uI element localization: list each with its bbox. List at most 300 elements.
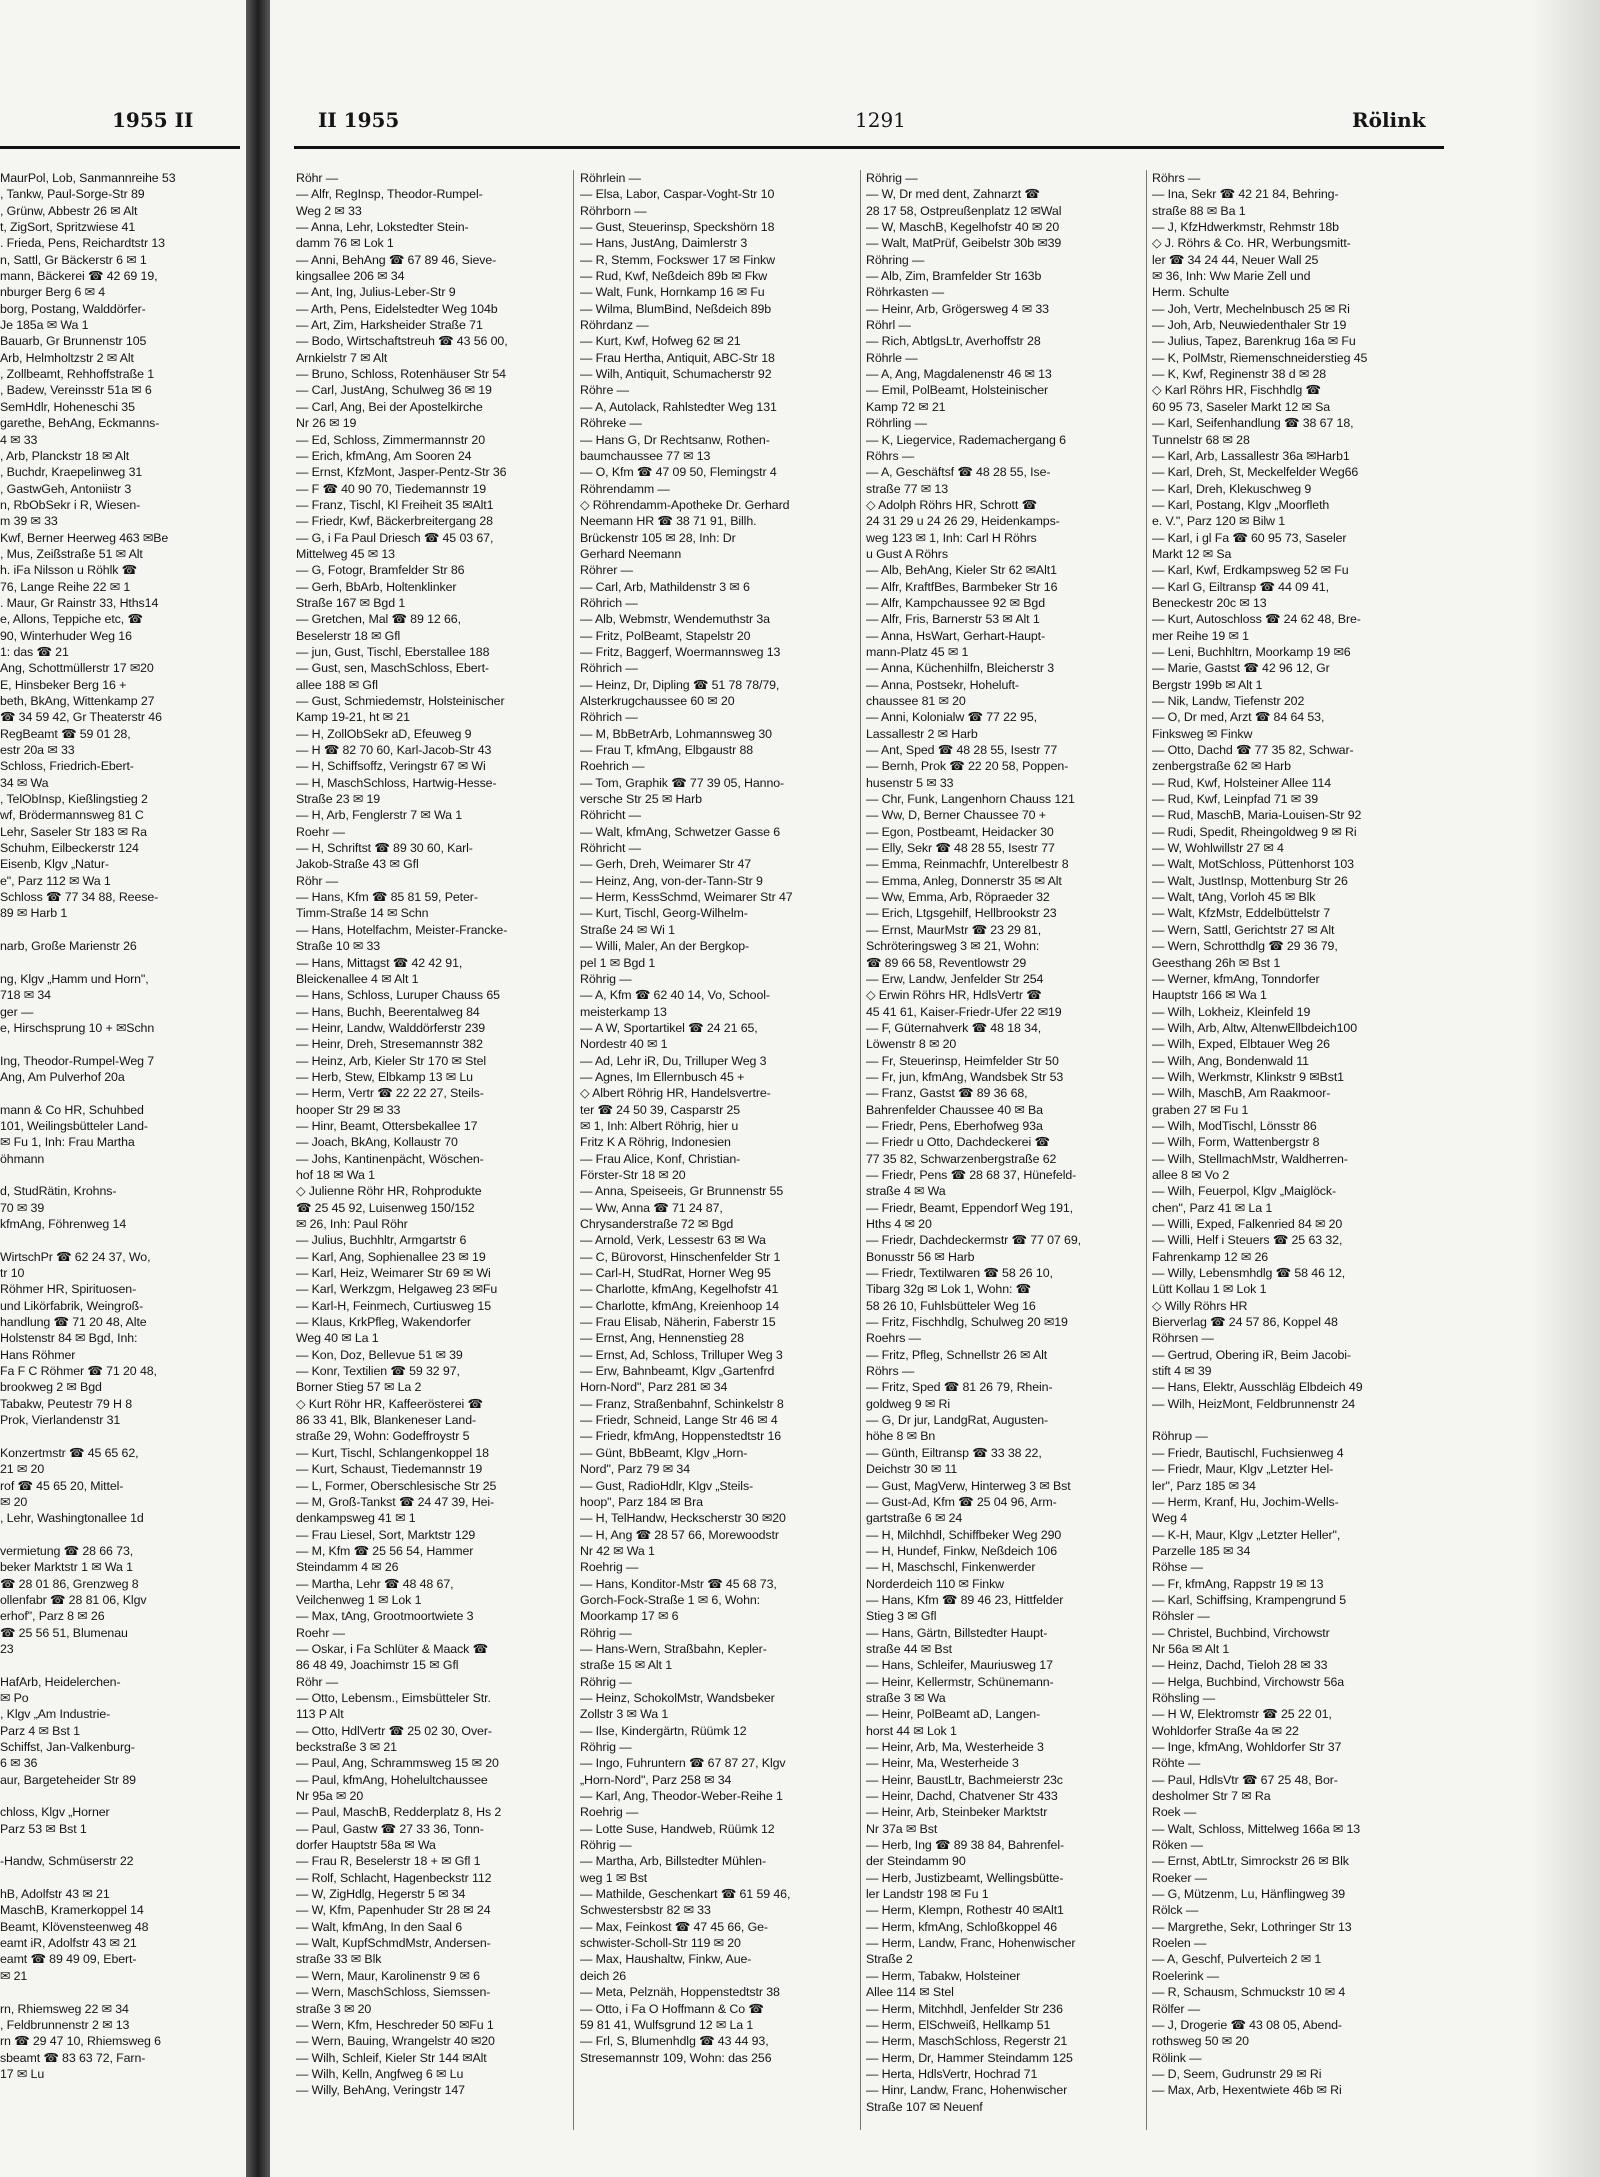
directory-entry-line: chaussee 81 ✉ 20 (866, 694, 966, 708)
directory-entry-line: Röhr — (296, 171, 339, 185)
directory-entry-line: — Alb, BehAng, Kieler Str 62 ✉Alt1 (866, 563, 1057, 578)
directory-entry-line: Gorch-Fock-Straße 1 ✉ 6, Wohn: (580, 1592, 760, 1607)
directory-entry-line: e, Hirschsprung 10 + ✉Schn (0, 1020, 155, 1035)
directory-entry-line: Stresemannstr 109, Wohn: das 256 (580, 2050, 772, 2065)
directory-entry-line: — D, Seem, Gudrunstr 29 ✉ Ri (1152, 2066, 1322, 2081)
directory-entry-line: 4 ✉ 33 (0, 432, 38, 447)
directory-entry-line: — Friedr, Beamt, Eppendorf Weg 191, (866, 1200, 1074, 1215)
directory-entry-line: „Horn-Nord", Parz 258 ✉ 34 (580, 1772, 732, 1787)
directory-entry-line: — Friedr, Bautischl, Fuchsienweg 4 (1152, 1445, 1344, 1460)
directory-entry-line: — Wilh, Arb, Altw, AltenwEllbdeich100 (1152, 1020, 1357, 1035)
directory-entry-line: Röhrig — (580, 971, 632, 986)
directory-entry-line: — Fritz, Baggerf, Woermannsweg 13 (580, 644, 781, 659)
directory-entry-line: — Ant, Ing, Julius-Leber-Str 9 (296, 285, 456, 300)
directory-entry-line: garethe, BehAng, Eckmanns- (0, 416, 160, 431)
directory-entry-line: Rölfer — (1152, 2001, 1201, 2016)
directory-entry-line: — Alfr, KraftfBes, Barmbeker Str 16 (866, 579, 1058, 594)
directory-entry-line: beth, BkAng, Wittenkamp 27 (0, 694, 155, 708)
directory-entry-line: Nr 42 ✉ Wa 1 (580, 1543, 655, 1558)
directory-entry-line: Röhrling — (866, 416, 927, 431)
directory-entry-line: 34 ✉ Wa (0, 775, 49, 790)
directory-entry-line: — A, Autolack, Rahlstedter Weg 131 (580, 399, 777, 414)
directory-entry-line: — Charlotte, kfmAng, Kegelhofstr 41 (580, 1282, 779, 1297)
directory-entry-line: — H, Ang ☎ 28 57 66, Morewoodstr (580, 1527, 779, 1542)
directory-entry-line: Bleickenallee 4 ✉ Alt 1 (296, 971, 419, 986)
directory-entry-line: — Hans, Mittagst ☎ 42 42 91, (296, 955, 463, 970)
directory-entry-line: — Heinr, Dachd, Chatvener Str 433 (866, 1789, 1058, 1804)
directory-entry-line: — Herta, HdlsVertr, Hochrad 71 (866, 2066, 1038, 2081)
directory-entry-line: Bahrenfelder Chaussee 40 ✉ Ba (866, 1102, 1043, 1117)
directory-entry-line: MaurPol, Lob, Sanmannreihe 53 (0, 171, 176, 185)
directory-entry-line: — Konr, Textilien ☎ 59 32 97, (296, 1364, 460, 1379)
directory-entry-line: — Frau Hertha, Antiquit, ABC-Str 18 (580, 350, 775, 365)
directory-entry-line: — Max, tAng, Grootmoortwiete 3 (296, 1609, 474, 1624)
directory-entry-line: Nord", Parz 79 ✉ 34 (580, 1462, 690, 1477)
directory-entry-line: — Frl, S, Blumenhdlg ☎ 43 44 93, (580, 2034, 769, 2049)
directory-entry-line: ◇ Kurt Röhr HR, Kaffeerösterei ☎ (296, 1396, 483, 1411)
directory-entry-line: Roelerink — (1152, 1968, 1220, 1983)
directory-entry-line: Horn-Nord", Parz 281 ✉ 34 (580, 1380, 728, 1395)
directory-entry-line: , Lehr, Washingtonallee 1d (0, 1511, 144, 1526)
directory-entry-line: husenstr 5 ✉ 33 (866, 775, 954, 790)
directory-entry-line: — Fr, jun, kfmAng, Wandsbek Str 53 (866, 1069, 1064, 1084)
directory-entry-line: Arb, Helmholtzstr 2 ✉ Alt (0, 350, 134, 365)
directory-entry-line: — Herm, MaschSchloss, Regerstr 21 (866, 2034, 1068, 2049)
directory-entry-line: straße 15 ✉ Alt 1 (580, 1658, 673, 1673)
directory-entry-line: — G, Dr jur, LandgRat, Augusten- (866, 1413, 1049, 1428)
directory-entry-line: Hauptstr 166 ✉ Wa 1 (1152, 988, 1267, 1003)
directory-entry-line: — Anna, Postsekr, Hoheluft- (866, 677, 1019, 692)
directory-entry-line: — Gretchen, Mal ☎ 89 12 66, (296, 612, 461, 627)
directory-entry-line: kingsallee 206 ✉ 34 (296, 269, 405, 284)
directory-entry-line: ✉ 1, Inh: Albert Röhrig, hier u (580, 1118, 739, 1133)
directory-entry-line: , Feldbrunnenstr 2 ✉ 13 (0, 2017, 130, 2032)
directory-entry-line: Schröteringsweg 3 ✉ 21, Wohn: (866, 939, 1040, 954)
directory-entry-line: ☎ 25 56 51, Blumenau (0, 1625, 128, 1640)
directory-entry-line: 70 ✉ 39 (0, 1200, 45, 1215)
directory-entry-line: rn, Rhiemsweg 22 ✉ 34 (0, 2001, 129, 2016)
directory-entry-line: — Wilma, BlumBind, Neßdeich 89b (580, 301, 772, 316)
directory-entry-line: — K, Liegervice, Rademachergang 6 (866, 432, 1066, 447)
directory-entry-line: — Heinz, SchokolMstr, Wandsbeker (580, 1690, 775, 1705)
column-divider (860, 170, 861, 2130)
directory-entry-line: — M, Kfm ☎ 25 56 54, Hammer (296, 1543, 474, 1558)
directory-entry-line: — W, MaschB, Kegelhofstr 40 ✉ 20 (866, 220, 1060, 235)
directory-entry-line: — Herb, Ing ☎ 89 38 84, Bahrenfel- (866, 1838, 1065, 1853)
directory-entry-line: — K, PolMstr, Riemenschneiderstieg 45 (1152, 350, 1368, 365)
directory-entry-line: — Walt, MatPrüf, Geibelstr 30b ✉39 (866, 236, 1062, 251)
directory-entry-line: 718 ✉ 34 (0, 988, 51, 1003)
directory-entry-line: Roeker — (1152, 1870, 1207, 1885)
directory-entry-line: — Hans, Elektr, Ausschläg Elbdeich 49 (1152, 1380, 1363, 1395)
directory-entry-line: — Oskar, i Fa Schlüter & Maack ☎ (296, 1641, 488, 1656)
directory-entry-line: Weg 2 ✉ 33 (296, 203, 362, 218)
directory-entry-line: — Bernh, Prok ☎ 22 20 58, Poppen- (866, 759, 1069, 774)
directory-entry-line (0, 922, 240, 938)
directory-entry-line: 21 ✉ 20 (0, 1462, 45, 1477)
directory-entry-line: 17 ✉ Lu (0, 2066, 45, 2081)
directory-entry-line: — Max, Arb, Hexentwiete 46b ✉ Ri (1152, 2083, 1342, 2098)
directory-entry-line: allee 8 ✉ Vo 2 (1152, 1167, 1230, 1182)
directory-entry-line: — Heinr, Arb, Steinbeker Marktstr (866, 1805, 1048, 1820)
directory-entry-line: — Bruno, Schloss, Rotenhäuser Str 54 (296, 367, 506, 382)
directory-entry-line: hooper Str 29 ✉ 33 (296, 1102, 401, 1117)
directory-entry-line: straße 88 ✉ Ba 1 (1152, 203, 1246, 218)
directory-entry-line: — Rud, Kwf, Neßdeich 89b ✉ Fkw (580, 269, 768, 284)
directory-entry-line: stift 4 ✉ 39 (1152, 1364, 1212, 1379)
directory-entry-line: — Paul, Gastw ☎ 27 33 36, Tonn- (296, 1821, 484, 1836)
directory-entry-line: — Alfr, Kampchaussee 92 ✉ Bgd (866, 595, 1045, 610)
directory-entry-line: — Herm, Vertr ☎ 22 22 27, Steils- (296, 1086, 484, 1101)
directory-entry-line: — A, Ang, Magdalenenstr 46 ✉ 13 (866, 367, 1052, 382)
directory-entry-line: — Hans, Konditor-Mstr ☎ 45 68 73, (580, 1576, 777, 1591)
directory-entry-line: , Buchdr, Kraepelinweg 31 (0, 465, 143, 480)
directory-entry-line: beker Marktstr 1 ✉ Wa 1 (0, 1560, 133, 1575)
directory-entry-line: — Karl, Dreh, Klekuschweg 9 (1152, 481, 1312, 496)
directory-entry-line: — Rudi, Spedit, Rheingoldweg 9 ✉ Ri (1152, 824, 1357, 839)
directory-entry-line: — Alb, Webmstr, Wendemuthstr 3a (580, 612, 770, 627)
directory-entry-line: Beamt, Klövensteenweg 48 (0, 1919, 149, 1934)
header-rule (0, 146, 240, 149)
directory-entry-line: RegBeamt ☎ 59 01 28, (0, 726, 131, 741)
directory-entry-line: eamt iR, Adolfstr 43 ✉ 21 (0, 1936, 137, 1951)
directory-entry-line: — W, Kfm, Papenhuder Str 28 ✉ 24 (296, 1903, 491, 1918)
directory-entry-line: — Fritz, Fischhdlg, Schulweg 20 ✉19 (866, 1315, 1068, 1330)
directory-entry-line: m 39 ✉ 33 (0, 514, 58, 529)
directory-entry-line: Röhte — (1152, 1756, 1201, 1771)
directory-entry-line: — C, Bürovorst, Hinschenfelder Str 1 (580, 1249, 781, 1264)
directory-entry-line: Röhrs — (866, 1364, 915, 1379)
directory-entry-line: ✉ 20 (0, 1494, 28, 1509)
directory-entry-line: straße 77 ✉ 13 (866, 481, 948, 496)
directory-entry-line: — Wern, Schrotthdlg ☎ 29 36 79, (1152, 939, 1338, 954)
directory-entry-line: Ing, Theodor-Rumpel-Weg 7 (0, 1053, 155, 1068)
directory-entry-line: — Fritz, PolBeamt, Stapelstr 20 (580, 628, 751, 643)
directory-entry-line: Straße 23 ✉ 19 (296, 792, 381, 807)
directory-entry-line: — Karl, Schiffsing, Krampengrund 5 (1152, 1592, 1347, 1607)
directory-entry-line: ger — (0, 1004, 34, 1019)
directory-entry-line: 23 (0, 1641, 14, 1656)
directory-entry-line (0, 1036, 240, 1052)
directory-entry-line: — Herm, Kranf, Hu, Jochim-Wells- (1152, 1494, 1339, 1509)
directory-entry-line: — Heinr, Arb, Ma, Westerheide 3 (866, 1740, 1044, 1754)
directory-entry-line: — Friedr, Dachdeckermstr ☎ 77 07 69, (866, 1233, 1081, 1248)
directory-entry-line: — Wilh, Feuerpol, Klgv „Maiglöck- (1152, 1184, 1336, 1199)
directory-entry-line: — G, i Fa Paul Driesch ☎ 45 03 67, (296, 530, 494, 545)
directory-entry-line: — Heinr, Ma, Westerheide 3 (866, 1756, 1019, 1771)
directory-entry-line: — Leni, Buchhltrn, Moorkamp 19 ✉6 (1152, 644, 1351, 659)
directory-entry-line (1152, 1412, 1442, 1428)
directory-entry-line: — Otto, i Fa O Hoffmann & Co ☎ (580, 2001, 764, 2016)
directory-entry-line: — Wilh, Form, Wattenbergstr 8 (1152, 1135, 1320, 1150)
directory-entry-line: 24 31 29 u 24 26 29, Heidenkamps- (866, 514, 1060, 529)
directory-entry-line: Röhrig — (866, 171, 918, 185)
directory-entry-line: — Karl, i gl Fa ☎ 60 95 73, Saseler (1152, 530, 1347, 545)
directory-entry-line: ◇ Albert Röhrig HR, Handelsvertre- (580, 1086, 771, 1101)
directory-entry-line: horst 44 ✉ Lok 1 (866, 1723, 957, 1738)
directory-entry-line: — Ed, Schloss, Zimmermannstr 20 (296, 432, 486, 447)
directory-entry-line: Holstenstr 84 ✉ Bgd, Inh: (0, 1331, 138, 1346)
directory-entry-line: — Hinr, Beamt, Ottersbekallee 17 (296, 1118, 478, 1133)
directory-entry-line: — Anni, Kolonialw ☎ 77 22 95, (866, 710, 1037, 725)
directory-entry-line: — Herm, Mitchhdl, Jenfelder Str 236 (866, 2001, 1063, 2016)
directory-entry-line: — Paul, Ang, Schrammsweg 15 ✉ 20 (296, 1756, 499, 1771)
directory-entry-line: — Gust-Ad, Kfm ☎ 25 04 96, Arm- (866, 1494, 1057, 1509)
directory-entry-line: — Margrethe, Sekr, Lothringer Str 13 (1152, 1919, 1352, 1934)
directory-entry-line: Ang, Am Pulverhof 20a (0, 1069, 125, 1084)
directory-entry-line: weg 1 ✉ Bst (580, 1870, 648, 1885)
directory-entry-line: 101, Weilingsbütteler Land- (0, 1118, 148, 1133)
directory-entry-line: Fa F C Röhmer ☎ 71 20 48, (0, 1364, 157, 1379)
directory-entry-line: Wohldorfer Straße 4a ✉ 22 (1152, 1723, 1299, 1738)
directory-entry-line: Roehr — (296, 1625, 345, 1640)
directory-entry-line: höhe 8 ✉ Bn (866, 1429, 936, 1444)
directory-entry-line: Röken — (1152, 1838, 1203, 1853)
directory-entry-line: Roehrig — (580, 1560, 639, 1575)
directory-entry-line: — R, Schausm, Schmuckstr 10 ✉ 4 (1152, 1985, 1346, 2000)
directory-entry-line: — Heinr, PolBeamt aD, Langen- (866, 1707, 1041, 1722)
left-page-header: 1955 II (112, 108, 194, 132)
directory-entry-line: Fahrenkamp 12 ✉ 26 (1152, 1249, 1269, 1264)
directory-entry-line: — Walt, tAng, Vorloh 45 ✉ Blk (1152, 890, 1316, 905)
directory-entry-line: u Gust A Röhrs (866, 546, 948, 561)
directory-entry-line: — Kurt, Tischl, Schlangenkoppel 18 (296, 1445, 489, 1460)
directory-entry-line: — Carl, JustAng, Schulweg 36 ✉ 19 (296, 383, 492, 398)
directory-entry-line: — Heinr, Arb, Grögersweg 4 ✉ 33 (866, 301, 1049, 316)
directory-entry-line: straße 4 ✉ Wa (866, 1184, 946, 1199)
directory-entry-line: — Alfr, Fris, Barnerstr 53 ✉ Alt 1 (866, 612, 1040, 627)
directory-entry-line: — Walt, kfmAng, Schwetzer Gasse 6 (580, 824, 781, 839)
directory-entry-line: — Wilh, Lokheiz, Kleinfeld 19 (1152, 1004, 1311, 1019)
directory-entry-line: vermietung ☎ 28 66 73, (0, 1543, 134, 1558)
directory-entry-line: — Hans, Kfm ☎ 89 46 23, Hittfelder (866, 1592, 1064, 1607)
directory-entry-line: — Hans, Buchh, Beerentalweg 84 (296, 1004, 480, 1019)
directory-entry-line: — Karl, Kwf, Erdkampsweg 52 ✉ Fu (1152, 563, 1349, 578)
directory-entry-line: Röhrich — (580, 595, 638, 610)
directory-entry-line: — Karl-H, Feinmech, Curtiusweg 15 (296, 1298, 492, 1313)
directory-entry-line: E, Hinsbeker Berg 16 + (0, 677, 127, 692)
directory-entry-line: — Fritz, Sped ☎ 81 26 79, Rhein- (866, 1380, 1053, 1395)
directory-entry-line: — Hans-Wern, Straßbahn, Kepler- (580, 1641, 767, 1656)
directory-entry-line: — Alb, Zim, Bramfelder Str 163b (866, 269, 1042, 284)
directory-entry-line: — Ernst, Ad, Schloss, Trilluper Weg 3 (580, 1347, 783, 1362)
directory-entry-line: deich 26 (580, 1968, 627, 1983)
directory-entry-line: Konzertmstr ☎ 45 65 62, (0, 1445, 139, 1460)
directory-entry-line: — Rich, AbtlgsLtr, Averhoffstr 28 (866, 334, 1041, 349)
directory-entry-line: Röhreke — (580, 416, 642, 431)
directory-entry-line: e, Allons, Teppiche etc, ☎ (0, 612, 143, 627)
directory-entry-line: ☎ 34 59 42, Gr Theaterstr 46 (0, 710, 162, 725)
directory-entry-line: Roehrs — (866, 1331, 921, 1346)
directory-entry-line: — W, Wohlwillstr 27 ✉ 4 (1152, 841, 1284, 856)
directory-entry-line: — jun, Gust, Tischl, Eberstallee 188 (296, 644, 490, 659)
directory-entry-line: ler", Parz 185 ✉ 34 (1152, 1478, 1256, 1493)
directory-entry-line: Röhrig — (580, 1838, 632, 1853)
directory-entry-line: — Walt, KfzMstr, Eddelbüttelstr 7 (1152, 906, 1331, 921)
directory-entry-line: — Günth, Eiltransp ☎ 33 38 22, (866, 1445, 1042, 1460)
directory-entry-line: Mittelweg 45 ✉ 13 (296, 546, 395, 561)
directory-entry-line: straße 29, Wohn: Godeffroystr 5 (296, 1429, 470, 1444)
directory-entry-line: Röhrdanz — (580, 318, 649, 333)
directory-entry-line: — Gust, MagVerw, Hinterweg 3 ✉ Bst (866, 1478, 1071, 1493)
directory-entry-line: — Herm, Klempn, Rothestr 40 ✉Alt1 (866, 1903, 1064, 1918)
directory-entry-line: Röhse — (1152, 1560, 1203, 1575)
directory-entry-line: Röhrsen — (1152, 1331, 1214, 1346)
directory-entry-line: Röhrendamm — (580, 481, 670, 496)
directory-entry-line: — Gerh, BbArb, Holtenklinker (296, 579, 457, 594)
directory-entry-line: Parz 53 ✉ Bst 1 (0, 1821, 87, 1836)
directory-entry-line: — Anna, Lehr, Lokstedter Stein- (296, 220, 469, 235)
directory-entry-line: Röhmer HR, Spirituosen- (0, 1282, 137, 1297)
directory-entry-line: Rölink — (1152, 2050, 1202, 2065)
directory-entry-line: — Erich, Ltgsgehilf, Hellbrookstr 23 (866, 906, 1057, 921)
directory-entry-line: Röhrich — (580, 661, 638, 676)
directory-entry-line: — Paul, MaschB, Redderplatz 8, Hs 2 (296, 1805, 502, 1820)
directory-entry-line: — O, Kfm ☎ 47 09 50, Flemingstr 4 (580, 465, 777, 480)
directory-entry-line: — Wilh, Ang, Bondenwald 11 (1152, 1053, 1309, 1068)
column-divider (573, 170, 574, 2130)
directory-entry-line: — Wilh, Schleif, Kieler Str 144 ✉Alt (296, 2050, 487, 2065)
directory-entry-line (0, 1837, 240, 1853)
directory-entry-line: . Maur, Gr Rainstr 33, Hths14 (0, 595, 159, 610)
directory-entry-line: , Badew, Vereinsstr 51a ✉ 6 (0, 383, 152, 398)
directory-entry-line: ◇ Julienne Röhr HR, Rohprodukte (296, 1184, 482, 1199)
directory-entry-line: Markt 12 ✉ Sa (1152, 546, 1232, 561)
directory-entry-line: — Anna, Speiseeis, Gr Brunnenstr 55 (580, 1184, 784, 1199)
directory-entry-line: — Heinz, Arb, Kieler Str 170 ✉ Stel (296, 1053, 487, 1068)
directory-entry-line: — Ina, Sekr ☎ 42 21 84, Behring- (1152, 187, 1339, 202)
directory-entry-line: — Klaus, KrkPfleg, Wakendorfer (296, 1315, 471, 1330)
directory-entry-line: Bergstr 199b ✉ Alt 1 (1152, 677, 1263, 692)
directory-entry-line: 1: das ☎ 21 (0, 644, 69, 659)
directory-entry-line: — Heinz, Dachd, Tieloh 28 ✉ 33 (1152, 1658, 1328, 1673)
column-divider (1146, 170, 1147, 2130)
directory-entry-line: estr 20a ✉ 33 (0, 743, 75, 758)
directory-entry-line: — K, Kwf, Reginenstr 38 d ✉ 28 (1152, 367, 1327, 382)
directory-entry-line: Straße 24 ✉ Wi 1 (580, 922, 675, 937)
directory-entry-line: rn ☎ 29 47 10, Rhiemsweg 6 (0, 2034, 161, 2049)
directory-entry-line: Nr 37a ✉ Bst (866, 1821, 938, 1836)
directory-entry-line: Hans Röhmer (0, 1347, 76, 1362)
directory-entry-line: — Herb, Justizbeamt, Wellingsbütte- (866, 1870, 1064, 1885)
directory-entry-line: 60 95 73, Saseler Markt 12 ✉ Sa (1152, 399, 1331, 414)
directory-entry-line: Schiffst, Jan-Valkenburg- (0, 1740, 135, 1754)
directory-entry-line: Röhre — (580, 383, 629, 398)
directory-entry-line: ler ☎ 34 24 44, Neuer Wall 25 (1152, 252, 1319, 267)
directory-entry-line: — H, Maschschl, Finkenwerder (866, 1560, 1036, 1575)
directory-entry-line: — Wern, Kfm, Heschreder 50 ✉Fu 1 (296, 2017, 494, 2032)
directory-entry-line: Röhrlein — (580, 171, 641, 185)
directory-entry-line: , Grünw, Abbestr 26 ✉ Alt (0, 203, 138, 218)
directory-entry-line: 28 17 58, Ostpreußenplatz 12 ✉Wal (866, 203, 1062, 218)
directory-entry-line: hof 18 ✉ Wa 1 (296, 1167, 375, 1182)
directory-entry-line: 76, Lange Reihe 22 ✉ 1 (0, 579, 131, 594)
directory-entry-line: — Otto, Dachd ☎ 77 35 82, Schwar- (1152, 743, 1354, 758)
directory-entry-line: rothsweg 50 ✉ 20 (1152, 2034, 1249, 2049)
directory-entry-line: . Frieda, Pens, Reichardtstr 13 (0, 236, 165, 251)
directory-entry-line: 45 41 61, Kaiser-Friedr-Ufer 22 ✉19 (866, 1004, 1062, 1019)
directory-entry-line: Röhrig — (580, 1740, 632, 1754)
directory-column-2 (580, 170, 856, 2130)
directory-entry-line: — Nik, Landw, Tiefenstr 202 (1152, 694, 1305, 708)
directory-entry-line: — Erich, kfmAng, Am Sooren 24 (296, 448, 472, 463)
directory-entry-line: — Heinr, Landw, Walddörferstr 239 (296, 1020, 486, 1035)
directory-entry-line: — Frau Liesel, Sort, Marktstr 129 (296, 1527, 476, 1542)
directory-entry-line: Fritz K A Röhrig, Indonesien (580, 1135, 731, 1150)
directory-entry-line: — Walt, Schloss, Mittelweg 166a ✉ 13 (1152, 1821, 1361, 1836)
directory-entry-line: weg 123 ✉ 1, Inh: Carl H Röhrs (866, 530, 1037, 545)
directory-entry-line: — M, BbBetrArb, Lohmannsweg 30 (580, 726, 772, 741)
directory-entry-line: — Karl, Dreh, St, Meckelfelder Weg66 (1152, 465, 1359, 480)
directory-entry-line: — J, Drogerie ☎ 43 08 05, Abend- (1152, 2017, 1342, 2032)
directory-entry-line: , Mus, Zeißstraße 51 ✉ Alt (0, 546, 143, 561)
directory-entry-line: Timm-Straße 14 ✉ Schn (296, 906, 429, 921)
directory-entry-line: Kamp 72 ✉ 21 (866, 399, 946, 414)
directory-entry-line: — G, Mützenm, Lu, Hänflingweg 39 (1152, 1887, 1346, 1902)
directory-entry-line: borg, Postang, Walddörfer- (0, 301, 146, 316)
directory-entry-line: brookweg 2 ✉ Bgd (0, 1380, 102, 1395)
directory-entry-line (0, 1167, 240, 1183)
directory-entry-line: — Anna, Küchenhilfn, Bleicherstr 3 (866, 661, 1055, 676)
directory-entry-line: Förster-Str 18 ✉ 20 (580, 1167, 686, 1182)
directory-entry-line: — L, Former, Oberschlesische Str 25 (296, 1478, 497, 1493)
directory-entry-line: — Willi, Maler, An der Bergkop- (580, 939, 750, 954)
directory-entry-line: — H, Schiffsoffz, Veringstr 67 ✉ Wi (296, 759, 486, 774)
directory-entry-line: Röhrs — (1152, 171, 1201, 185)
directory-entry-line: — Walt, MotSchloss, Püttenhorst 103 (1152, 857, 1354, 872)
directory-entry-line: — Paul, kfmAng, Hohelultchaussee (296, 1772, 488, 1787)
header-rule (294, 146, 1444, 149)
directory-entry-line: — Frau Alice, Konf, Christian- (580, 1151, 741, 1166)
directory-entry-line: — Willi, Exped, Falkenried 84 ✉ 20 (1152, 1217, 1343, 1231)
directory-entry-line (0, 1232, 240, 1248)
directory-entry-line: 86 48 49, Joachimstr 15 ✉ Gfl (296, 1658, 459, 1673)
directory-entry-line: Nordestr 40 ✉ 1 (580, 1037, 668, 1052)
directory-entry-line: Röhr — (296, 873, 339, 888)
directory-entry-line: — Bodo, Wirtschaftstreuh ☎ 43 56 00, (296, 334, 508, 349)
directory-entry-line: — Friedr u Otto, Dachdeckerei ☎ (866, 1135, 1050, 1150)
directory-entry-line: 6 ✉ 36 (0, 1756, 38, 1771)
directory-entry-line: — Emma, Anleg, Donnerstr 35 ✉ Alt (866, 873, 1062, 888)
directory-entry-line: — Friedr, Textilwaren ☎ 58 26 10, (866, 1266, 1053, 1281)
directory-entry-line: — W, Dr med dent, Zahnarzt ☎ (866, 187, 1040, 202)
directory-entry-line: Schloss, Friedrich-Ebert- (0, 759, 134, 774)
directory-entry-line: — Rolf, Schlacht, Hagenbeckstr 112 (296, 1870, 492, 1885)
directory-entry-line: schwister-Scholl-Str 119 ✉ 20 (580, 1936, 741, 1951)
directory-entry-line: — Ad, Lehr iR, Du, Trilluper Weg 3 (580, 1053, 767, 1068)
directory-entry-line: mann & Co HR, Schuhbed (0, 1102, 144, 1117)
directory-entry-line: — Walt, kfmAng, In den Saal 6 (296, 1919, 463, 1934)
directory-entry-line: — Heinr, Kellermstr, Schünemann- (866, 1674, 1054, 1689)
directory-entry-line: Kwf, Berner Heerweg 463 ✉Be (0, 530, 169, 545)
directory-entry-line: — Emil, PolBeamt, Holsteinischer (866, 383, 1049, 398)
directory-entry-line: — Erw, Landw, Jenfelder Str 254 (866, 971, 1044, 986)
directory-entry-line: — Friedr, kfmAng, Hoppenstedtstr 16 (580, 1429, 782, 1444)
directory-entry-line: ☎ 28 01 86, Grenzweg 8 (0, 1576, 139, 1591)
directory-entry-line: Röhrig — (580, 1625, 632, 1640)
directory-entry-line: — Hans, Hotelfachm, Meister-Francke- (296, 922, 508, 937)
directory-entry-line: Nr 56a ✉ Alt 1 (1152, 1641, 1230, 1656)
directory-entry-line: — Mathilde, Geschenkart ☎ 61 59 46, (580, 1887, 791, 1902)
directory-entry-line: — Julius, Buchhltr, Armgartstr 6 (296, 1233, 467, 1248)
directory-entry-line: — Inge, kfmAng, Wohldorfer Str 37 (1152, 1740, 1342, 1754)
directory-entry-line: Röhrer — (580, 563, 633, 578)
directory-entry-line: Röhsler — (1152, 1609, 1210, 1624)
directory-entry-line: — Wern, Bauing, Wrangelstr 40 ✉20 (296, 2034, 495, 2049)
directory-entry-line: — Wilh, Kelln, Angfweg 6 ✉ Lu (296, 2066, 464, 2081)
directory-entry-line: ✉ 26, Inh: Paul Röhr (296, 1217, 408, 1231)
directory-entry-line: Beselerstr 18 ✉ Gfl (296, 628, 401, 643)
